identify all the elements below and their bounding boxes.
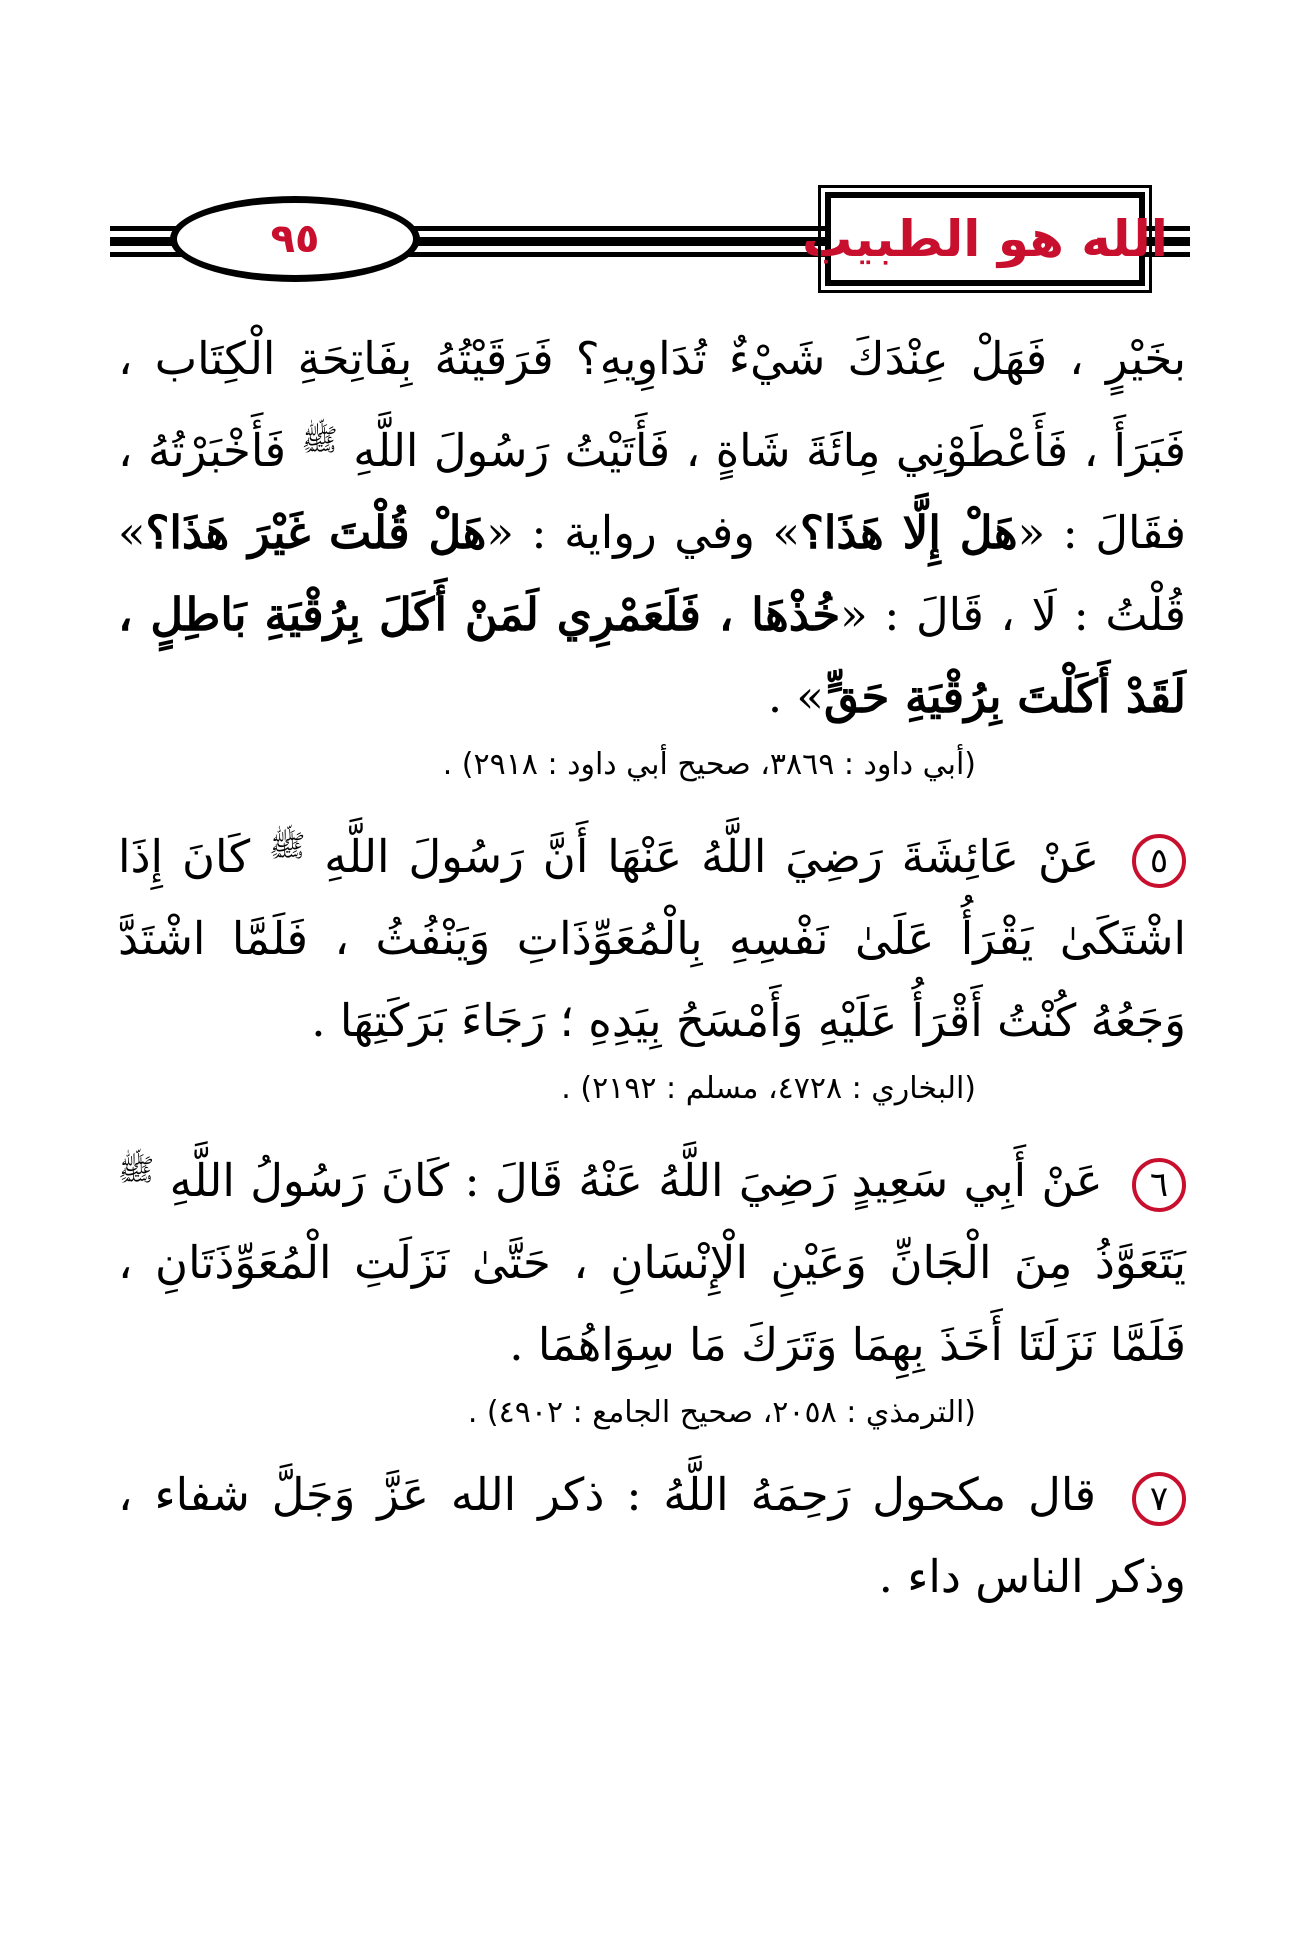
intro-text-4: » قُلْتُ : لَا ، قَالَ : « bbox=[118, 506, 1186, 641]
intro-quote-3: خُذْهَا ، فَلَعَمْرِي لَمَنْ أَكَلَ بِرُقْيَةِ بَاطِلٍ ، لَقَدْ أَكَلْتَ بِرُقْيَةِ حَقٍّ bbox=[118, 588, 1186, 723]
page-content bbox=[118, 318, 1186, 1618]
hadith-number-5: ٥ bbox=[1132, 834, 1186, 888]
hadith-5-text-b: كَانَ إِذَا اشْتَكَىٰ يَقْرَأُ عَلَىٰ نَفْسِهِ بِالْمُعَوِّذَاتِ وَيَنْفُثُ ، فَلَمَّا اشْتَدَّ وَجَعُهُ كُنْتُ أَقْرَأُ عَلَيْهِ وَأَمْسَحُ بِيَدِهِ ؛ رَجَاءَ بَرَكَتِهَا . bbox=[118, 830, 1186, 1047]
intro-text-1: بخَيْرٍ ، فَهَلْ عِنْدَكَ شَيْءٌ تُدَاوِيهِ؟ فَرَقَيْتُهُ بِفَاتِحَةِ الْكِتَاب ، فَبَرَأَ ، فَأَعْطَوْنِي مِائَةَ شَاةٍ ، فَأَتَيْتُ رَسُولَ اللَّهِ bbox=[118, 332, 1186, 477]
hadith-number-6: ٦ bbox=[1132, 1158, 1186, 1212]
page-number: ٩٥ bbox=[270, 216, 320, 262]
hadith-number-7: ٧ bbox=[1132, 1472, 1186, 1526]
hadith-5 bbox=[118, 806, 1186, 1062]
page-header bbox=[110, 190, 1190, 290]
salat-glyph: ﷺ bbox=[118, 1153, 155, 1188]
hadith-7 bbox=[118, 1454, 1186, 1618]
salat-glyph: ﷺ bbox=[301, 423, 338, 458]
hadith-6 bbox=[118, 1130, 1186, 1386]
intro-paragraph bbox=[118, 318, 1186, 738]
page-number-oval bbox=[170, 196, 420, 282]
hadith-5-reference: (البخاري : ٤٧٢٨، مسلم : ٢١٩٢) . bbox=[561, 1071, 976, 1106]
intro-text-3: » وفي رواية : « bbox=[486, 506, 801, 559]
salat-glyph: ﷺ bbox=[269, 829, 306, 864]
intro-quote-2: هَلْ قُلْتَ غَيْرَ هَذَا؟ bbox=[145, 506, 487, 559]
intro-reference: (أبي داود : ٣٨٦٩، صحيح أبي داود : ٢٩١٨) . bbox=[442, 747, 976, 782]
intro-quote-1: هَلْ إِلَّا هَذَا؟ bbox=[800, 506, 1018, 559]
hadith-7-text-a: قال مكحول رَحِمَهُ اللَّهُ : ذكر الله عَزَّ وَجَلَّ شفاء ، وذكر الناس داء . bbox=[118, 1468, 1186, 1603]
intro-text-2: فَأَخْبَرْتُهُ ، فقَالَ : « bbox=[118, 424, 1186, 559]
hadith-6-text-b: يَتَعَوَّذُ مِنَ الْجَانِّ وَعَيْنِ الْإِنْسَانِ ، حَتَّىٰ نَزَلَتِ الْمُعَوِّذَتَانِ ، فَلَمَّا نَزَلَتَا أَخَذَ بِهِمَا وَتَرَكَ مَا سِوَاهُمَا . bbox=[118, 1236, 1186, 1371]
chapter-title: الله هو الطبيب bbox=[802, 210, 1168, 268]
hadith-6-text-a: عَنْ أَبِي سَعِيدٍ رَضِيَ اللَّهُ عَنْهُ قَالَ : كَانَ رَسُولُ اللَّهِ bbox=[169, 1154, 1103, 1207]
chapter-title-box bbox=[802, 192, 1168, 286]
intro-text-5: » . bbox=[767, 670, 824, 723]
hadith-6-reference: (الترمذي : ٢٠٥٨، صحيح الجامع : ٤٩٠٢) . bbox=[467, 1395, 976, 1430]
hadith-5-text-a: عَنْ عَائِشَةَ رَضِيَ اللَّهُ عَنْهَا أَنَّ رَسُولَ اللَّهِ bbox=[324, 830, 1100, 883]
